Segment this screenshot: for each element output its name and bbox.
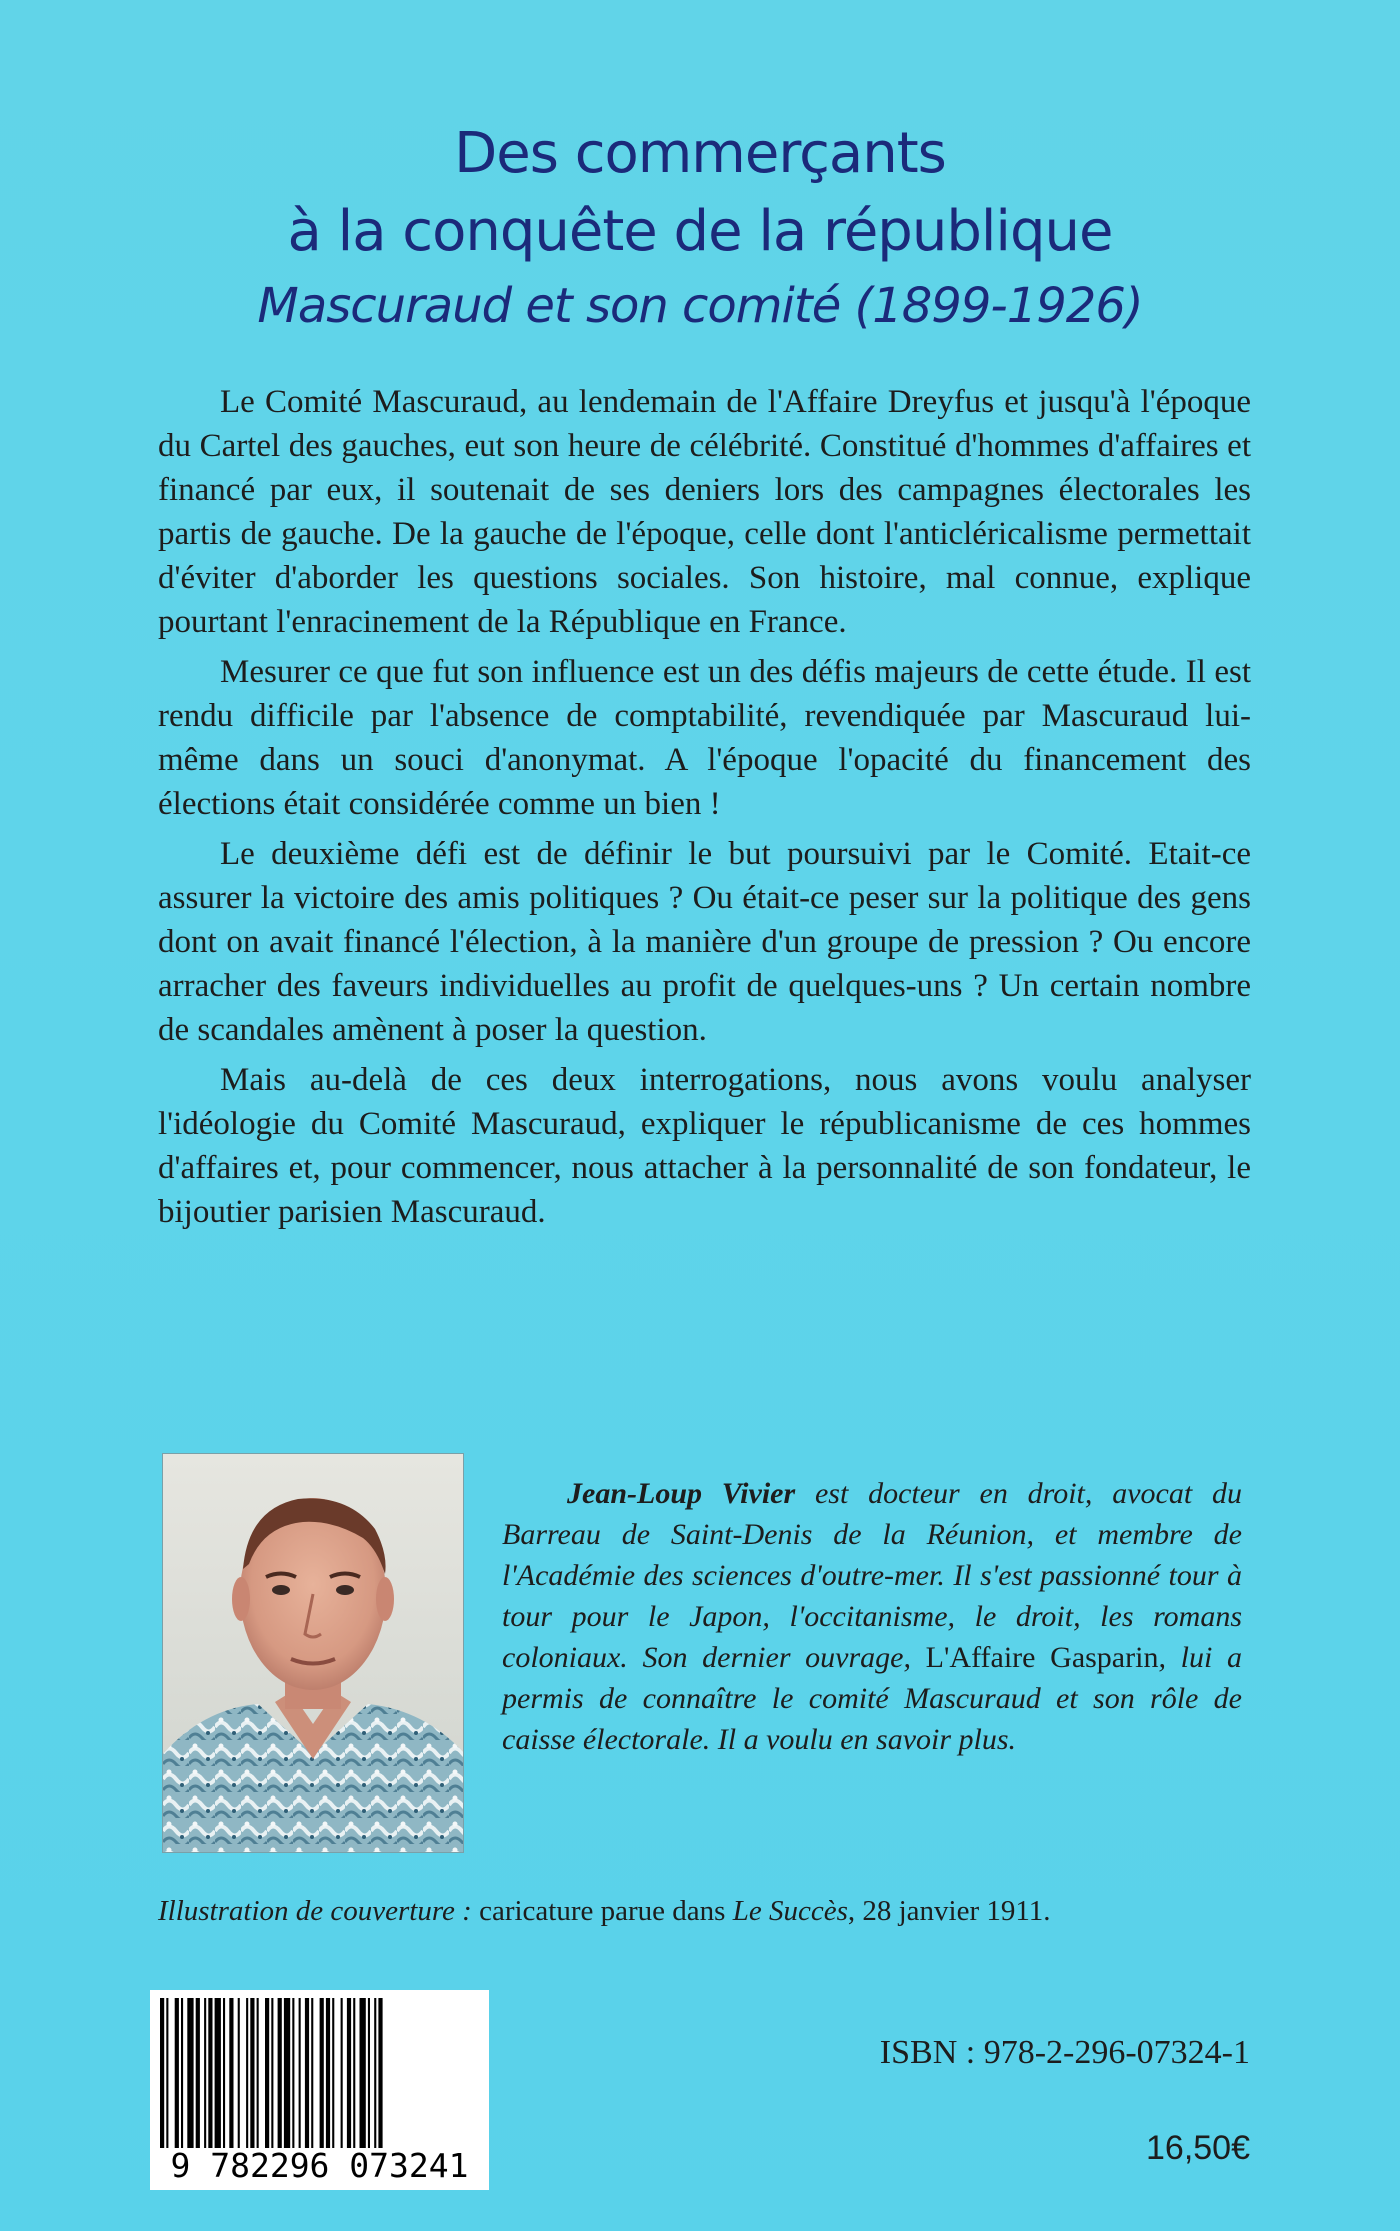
barcode-bar: [305, 1998, 309, 2148]
barcode-bar: [181, 1998, 183, 2148]
barcode-bar: [238, 1998, 240, 2148]
barcode-bar: [299, 1998, 301, 2148]
cover-credit: [158, 1891, 1258, 1931]
barcode-bar: [284, 1998, 290, 2148]
barcode-bar: [360, 1998, 366, 2148]
author-photo: [162, 1453, 464, 1853]
barcode-bar: [166, 1998, 168, 2148]
barcode-digits: 9 782296 073241: [170, 2146, 469, 2185]
title-line-1: Des commerçants: [454, 121, 946, 186]
title-line-2: à la conquête de la république: [287, 199, 1113, 264]
price: 16,50€: [1146, 2129, 1250, 2167]
author-book-title: L'Affaire Gasparin: [925, 1641, 1159, 1674]
barcode-bar: [196, 1998, 200, 2148]
barcode-bar: [374, 1998, 376, 2148]
summary-paragraph: Mais au-delà de ces deux interrogations, nous avons voulu analyser l'idéologie du Comité Mascuraud, expliquer le républicanisme de ces hommes d'affaires et, pour commencer, nous attacher à la personnalité de son fondateur, le bijoutier parisien Mascuraud.: [158, 1062, 1251, 1230]
barcode-bar: [332, 1998, 334, 2148]
summary-text: [158, 380, 1251, 1240]
author-bio: [502, 1473, 1242, 1760]
barcode-bar: [378, 1998, 382, 2148]
barcode-bar: [250, 1998, 254, 2148]
author-bio-paragraph: [502, 1473, 1242, 1760]
barcode-bars: [156, 1998, 483, 2148]
credit-label: Illustration de couverture :: [158, 1895, 472, 1927]
barcode-bar: [160, 1998, 164, 2148]
author-bio-text-2: , lui a permis de connaître le comité Mascuraud et son rôle de caisse électorale. Il a voulu en savoir plus.: [502, 1641, 1242, 1756]
barcode-bar: [278, 1998, 282, 2148]
barcode-bar: [326, 1998, 330, 2148]
credit-text: caricature parue dans: [471, 1895, 733, 1927]
barcode-bar: [347, 1998, 351, 2148]
author-name: Jean-Loup Vivier: [567, 1477, 796, 1510]
subtitle: Mascuraud et son comité (1899-1926): [257, 278, 1143, 334]
barcode-bar: [223, 1998, 225, 2148]
barcode-bar: [311, 1998, 313, 2148]
isbn: ISBN : 978-2-296-07324-1: [879, 2034, 1250, 2071]
barcode-bar: [229, 1998, 233, 2148]
credit-publication: Le Succès: [732, 1895, 848, 1927]
author-bio-text-1: est docteur en droit, avocat du Barreau de Saint-Denis de la Réunion, et membre de l'Académie des sciences d'outre-mer. Il s'est passionné tour à tour pour le Japon, l'occitanisme, le droit, les romans coloniaux. Son dernier ouvrage,: [502, 1477, 1242, 1674]
barcode-bar: [341, 1998, 343, 2148]
barcode-bar: [187, 1998, 193, 2148]
barcode-bar: [175, 1998, 179, 2148]
barcode-bar: [265, 1998, 269, 2148]
barcode-bar: [353, 1998, 355, 2148]
barcode-bar: [271, 1998, 273, 2148]
barcode-bar: [320, 1998, 324, 2148]
barcode-bar: [215, 1998, 221, 2148]
credit-date: , 28 janvier 1911.: [847, 1895, 1051, 1927]
barcode-bar: [204, 1998, 206, 2148]
barcode-bar: [257, 1998, 259, 2148]
barcode-bar: [368, 1998, 370, 2148]
title-block: [0, 115, 1400, 341]
barcode-bar: [292, 1998, 294, 2148]
summary-paragraph: Le deuxième défi est de définir le but poursuivi par le Comité. Etait-ce assurer la victoire des amis politiques ? Ou était-ce peser sur la politique des gens dont on avait financé l'élection, à la manière d'un groupe de pression ? Ou encore arracher des faveurs individuelles au profit de quelques-uns ? Un certain nombre de scandales amènent à poser la question.: [158, 836, 1251, 1048]
author-portrait-image: [163, 1454, 464, 1853]
barcode: [150, 1990, 489, 2190]
summary-paragraph: Mesurer ce que fut son influence est un des défis majeurs de cette étude. Il est rendu difficile par l'absence de comptabilité, revendiquée par Mascuraud lui-même dans un souci d'anonymat. A l'époque l'opacité du financement des élections était considérée comme un bien !: [158, 654, 1251, 822]
barcode-bar: [208, 1998, 212, 2148]
barcode-bar: [246, 1998, 248, 2148]
summary-paragraph: Le Comité Mascuraud, au lendemain de l'Affaire Dreyfus et jusqu'à l'époque du Cartel des gauches, eut son heure de célébrité. Constitué d'hommes d'affaires et financé par eux, il soutenait de ses deniers lors des campagnes électorales les partis de gauche. De la gauche de l'époque, celle dont l'anticléricalisme permettait d'éviter d'aborder les questions sociales. Son histoire, mal connue, explique pourtant l'enracinement de la République en France.: [158, 384, 1251, 640]
